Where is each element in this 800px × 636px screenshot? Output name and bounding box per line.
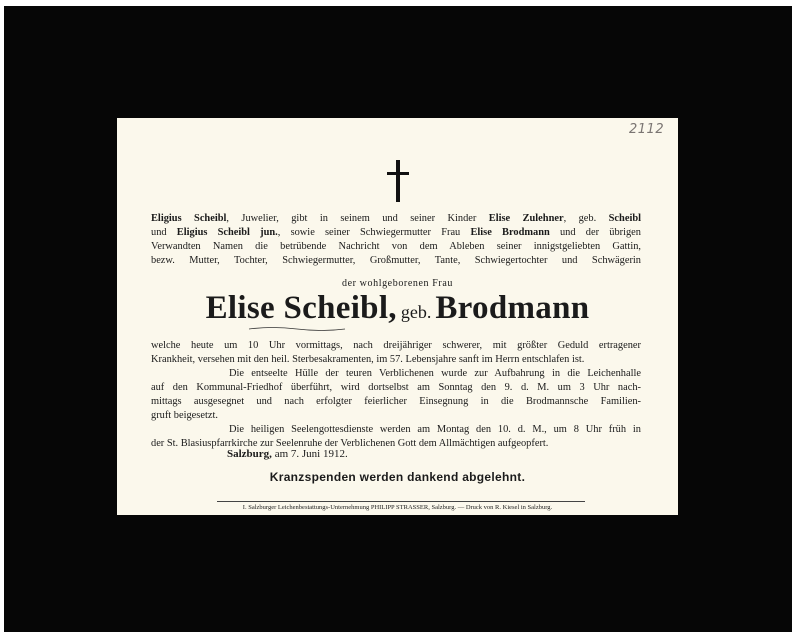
printer-rule <box>217 501 585 502</box>
body-line-4: auf den Kommunal-Friedhof überführt, wird dortselbst am Sonntag den 9. d. M. um 3 Uhr nach- <box>151 382 641 393</box>
announcement-line-4: bezw. Mutter, Tochter, Schwiegermutter, Großmutter, Tante, Schwiegertochter und Schwägerin <box>151 255 641 266</box>
son-name: Eligius Scheibl jun. <box>176 227 278 238</box>
closing-line: Kranzspenden werden dankend abgelehnt. <box>269 470 526 484</box>
place-and-date: Salzburg, am 7. Juni 1912. <box>227 448 348 460</box>
body-line-2: Krankheit, versehen mit den heil. Sterbesakramenten, im 57. Lebensjahre sanft im Herrn entschlafen ist. <box>151 354 585 365</box>
lead-line: der wohlgeborenen Frau <box>342 278 453 289</box>
daughter-name: Elise Zulehner <box>488 213 564 224</box>
body-line-3: Die entseelte Hülle der teuren Verblichenen wurde zur Aufbahrung in die Leichenhalle <box>229 368 641 379</box>
body-line-6: gruft beigesetzt. <box>151 410 218 421</box>
printer-imprint: I. Salzburger Leichenbestattungs-Unternehmung PHILIPP STRASSER, Salzburg. — Druck von R. Kiesel in Salzburg. <box>242 504 553 511</box>
husband-name: Eligius Scheibl <box>151 213 227 224</box>
cross-icon <box>387 160 409 202</box>
deceased-name <box>117 290 678 327</box>
geb-label: geb. <box>400 302 432 322</box>
announcement-line-3: Verwandten Namen die betrübende Nachricht von dem Ableben seiner innigstgeliebten Gattin, <box>151 241 641 252</box>
announcement-line-2: und Eligius Scheibl jun., sowie seiner Schwiegermutter Frau Elise Brodmann und der übrigen <box>151 227 641 238</box>
mother-in-law-name: Elise Brodmann <box>470 227 550 238</box>
deceased-maiden-name: Brodmann <box>435 290 590 326</box>
body-line-1: welche heute um 10 Uhr vormittags, nach dreijähriger schwerer, mit größter Geduld ertragener <box>151 340 641 351</box>
body-line-8: der St. Blasiuspfarrkirche zur Seelenruhe der Verblichenen Gott dem Allmächtigen aufgeopfert. <box>151 438 549 449</box>
announcement-line-1: Eligius Scheibl, Juwelier, gibt in seinem und seiner Kinder Elise Zulehner, geb. Scheibl <box>151 213 641 224</box>
flourish-ornament <box>247 326 347 332</box>
obituary-notice <box>117 118 678 515</box>
deceased-first-name: Elise Scheibl, <box>205 290 397 326</box>
archive-pencil-note: 2112 <box>629 122 665 137</box>
body-line-7: Die heiligen Seelengottesdienste werden am Montag den 10. d. M., um 8 Uhr früh in <box>229 424 641 435</box>
body-line-5: mittags ausgesegnet und nach erfolgter feierlicher Einsegnung in die Brodmannsche Familien- <box>151 396 641 407</box>
